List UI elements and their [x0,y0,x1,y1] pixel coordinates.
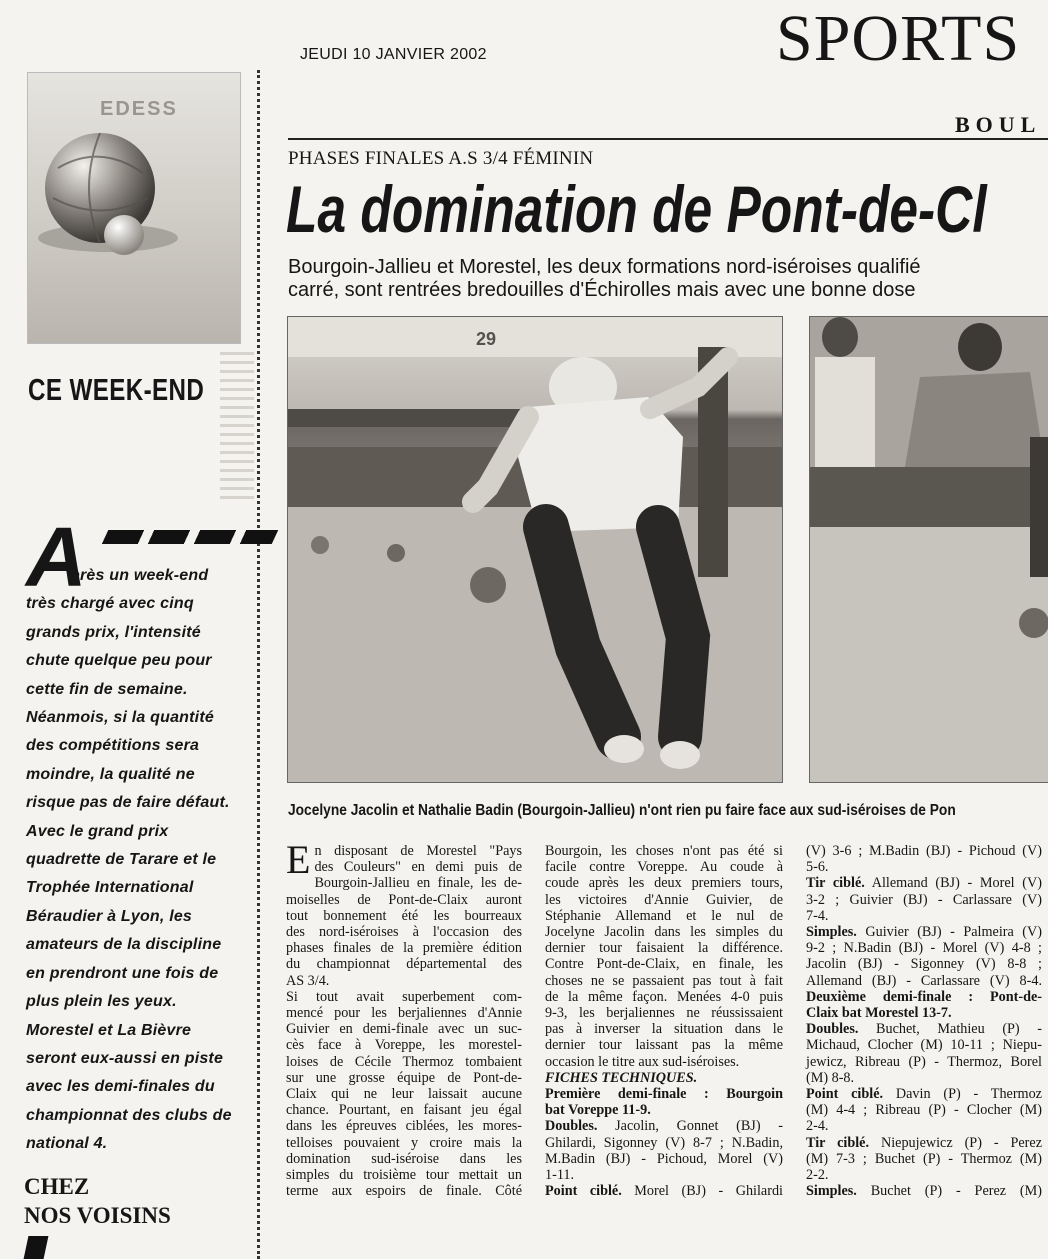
body-line: 9-2 ; N.Badin (BJ) - Morel (V) 4-8 ; [806,940,1042,957]
intro-line: Morestel et La Bièvre [26,1021,192,1039]
body-line: du championnat départemental des [286,956,522,973]
intro-line: chute quelque peu pour [26,652,212,670]
body-line: dernier tour laissant pas la même [545,1037,783,1054]
body-line: Bourgoin, les choses n'ont pas été si [545,843,783,859]
intro-line: national 4. [26,1135,108,1153]
body-line: simples du troisième tour mettait un [286,1167,522,1184]
body-line: Tir ciblé. Niepujewicz (P) - Perez [806,1134,1042,1151]
intro-line: Trophée International [26,879,194,897]
player-throwing-illustration [288,317,782,782]
body-line: Contre Pont-de-Claix, en finale, les [545,956,783,973]
body-line: moiselles de Pont-de-Claix auront [286,891,522,908]
body-line: Simples. Guivier (BJ) - Palmeira (V) [806,924,1042,941]
standfirst-line: carré, sont rentrées bredouilles d'Échirolles mais avec une bonne dose [288,279,916,301]
body-line: Point ciblé. Davin (P) - Thermoz [806,1086,1042,1103]
intro-line: très chargé avec cinq [26,595,194,613]
main-photo [287,316,783,783]
body-line: Claix qui ne leur laissait aucune [286,1086,522,1103]
body-line: 2-2. [806,1167,829,1184]
body-line: sur une grosse équipe de Pont-de- [286,1069,522,1086]
dropcap-fragment [24,1236,49,1259]
body-line: 3-2 ; Guivier (BJ) - Carlassare (V) [806,891,1042,908]
secondary-photo [809,316,1048,783]
article-kicker: PHASES FINALES A.S 3/4 FÉMININ [288,148,594,169]
body-column-2 [545,843,783,1199]
header-rule [288,138,1048,140]
body-line: facile contre Voreppe. Au coude à [545,859,783,876]
body-line: Doubles. Buchet, Mathieu (P) - [806,1021,1042,1038]
body-line: n disposant de Morestel "Pays [314,843,522,859]
intro-line: Néanmois, si la quantité [26,709,214,727]
body-column-1 [286,837,522,1200]
fiches-heading: FICHES TECHNIQUES. [545,1069,698,1086]
body-line: phases finales de la première édition [286,940,522,957]
body-line: AS 3/4. [286,972,330,989]
intro-line: Avec le grand prix [26,822,169,840]
result-heading: Claix bat Morestel 13-7. [806,1005,952,1022]
section-rubric: SPORTS [776,2,1021,75]
body-column-3 [806,843,1042,1199]
sidebar-intro-text [26,562,254,1159]
body-line: 5-6. [806,859,829,876]
sidebar-title: CE WEEK-END [28,372,205,407]
body-line: Allemand (BJ) - Carlassare (V) 8-4. [806,972,1042,989]
article-standfirst [288,256,1048,302]
column-separator [257,70,260,1259]
body-line: Bourgoin-Jallieu en finale, les de- [314,875,522,892]
sidebar-subtitle [24,1172,171,1230]
article-headline: La domination de Pont-de-Cl [286,172,987,246]
body-line: Stéphanie Allemand et le nul de [545,907,783,924]
body-line: domination sud-iséroise dans les [286,1150,522,1167]
intro-dropcap: A [26,510,87,604]
body-line: 2-4. [806,1118,829,1135]
body-line: mencé pour les berjaliennes d'Annie [286,1005,522,1022]
body-line: des Couleurs" en demi puis de [314,859,522,876]
body-line: 7-4. [806,907,829,924]
body-line: (M) 4-4 ; Ribreau (P) - Clocher (M) [806,1102,1042,1119]
intro-line: avec les demi-finales du [26,1078,215,1096]
body-line: cès face à Voreppe, les morestel- [286,1037,522,1054]
section-subrubric: BOUL [955,112,1042,137]
body-line: chance. Pourtant, en faisant jeu égal [286,1102,522,1119]
body-line: les victoires d'Annie Guivier, de [545,891,783,908]
body-line: occasion le titre aux sud-iséroises. [545,1053,740,1070]
body-line: dernier tour faisaient la différence. [545,940,783,957]
spectators-illustration [810,317,1048,782]
intro-line: championnat des clubs de [26,1106,232,1124]
body-line: 9-3, les berjaliennes ne réussissaient [545,1005,783,1022]
intro-line: en prendront une fois de [26,964,219,982]
intro-line: des compétitions sera [26,737,200,755]
issue-date: JEUDI 10 JANVIER 2002 [300,46,487,63]
body-line: Doubles. Jacolin, Gonnet (BJ) - [545,1118,783,1135]
intro-line: plus plein les yeux. [26,993,177,1011]
subtitle-line: NOS VOISINS [24,1203,171,1228]
intro-line: amateurs de la discipline [26,936,222,954]
intro-line: près un week-end [70,567,209,584]
thumb-sign-text: EDESS [100,98,178,120]
body-line: Jacolin (BJ) - Sigonney (V) 8-8 ; [806,956,1042,973]
body-line: Point ciblé. Morel (BJ) - Ghilardi [545,1183,783,1200]
body-line: choses ne se passaient pas tout à fait [545,972,783,989]
result-heading: Première demi-finale : Bourgoin [545,1086,783,1103]
subtitle-line: CHEZ [24,1174,90,1199]
result-heading: Deuxième demi-finale : Pont-de- [806,988,1042,1005]
standfirst-line: Bourgoin-Jallieu et Morestel, les deux formations nord-iséroises qualifié [288,256,921,278]
body-line: jewicz, Ribreau (P) - Thermoz, Borel [806,1053,1042,1070]
dropcap-dashes [102,530,279,544]
photo-caption: Jocelyne Jacolin et Nathalie Badin (Bourgoin-Jallieu) n'ont rien pu faire face aux sud-iséroises de Pon [288,802,956,819]
body-line: telloises pouvaient y croire mais la [286,1134,522,1151]
intro-line: cette fin de semaine. [26,680,188,698]
body-line: (V) 3-6 ; M.Badin (BJ) - Pichoud (V) [806,843,1042,859]
intro-line: quadrette de Tarare et le [26,851,217,869]
body-dropcap: E [286,837,311,882]
body-line: M.Badin (BJ) - Pichoud, Morel (V) [545,1150,783,1167]
body-line: dans les épreuves ciblées, les mores- [286,1118,522,1135]
result-heading: bat Voreppe 11-9. [545,1102,651,1119]
body-line: Simples. Buchet (P) - Perez (M) [806,1183,1042,1200]
body-line: Michaud, Clocher (M) 10-11 ; Niepu- [806,1037,1042,1054]
body-line: loises de Cécile Thermoz tombaient [286,1053,522,1070]
body-line: tout bonnement été les bourreaux [286,907,522,924]
body-line: des nord-iséroises à l'occasion des [286,924,522,941]
body-line: de la même façon. Menées 4-0 puis [545,988,783,1005]
body-line: Ghilardi, Sigonney (V) 8-7 ; N.Badin, [545,1134,783,1151]
photo-number: 29 [476,329,497,349]
body-line: Jocelyne Jacolin dans les simples du [545,924,783,941]
body-line: coude après les deux premiers tours, [545,875,783,892]
body-line: pas à inverser la situation dans le [545,1021,783,1038]
body-line: (M) 7-3 ; Buchet (P) - Thermoz (M) [806,1150,1042,1167]
body-line: Si tout avait superbement com- [286,988,522,1005]
body-line: Tir ciblé. Allemand (BJ) - Morel (V) [806,875,1042,892]
body-line: terme aux espoirs de finale. Côté [286,1183,522,1200]
intro-line: seront eux-aussi en piste [26,1049,224,1067]
intro-line: grands prix, l'intensité [26,623,201,641]
body-line: 1-11. [545,1167,575,1184]
body-line: (M) 8-8. [806,1069,855,1086]
intro-line: Béraudier à Lyon, les [26,907,193,925]
intro-line: risque pas de faire défaut. [26,794,230,812]
intro-line: moindre, la qualité ne [26,765,195,783]
bleed-through-text [220,352,254,502]
body-line: Guivier en demi-finale avec un suc- [286,1021,522,1038]
